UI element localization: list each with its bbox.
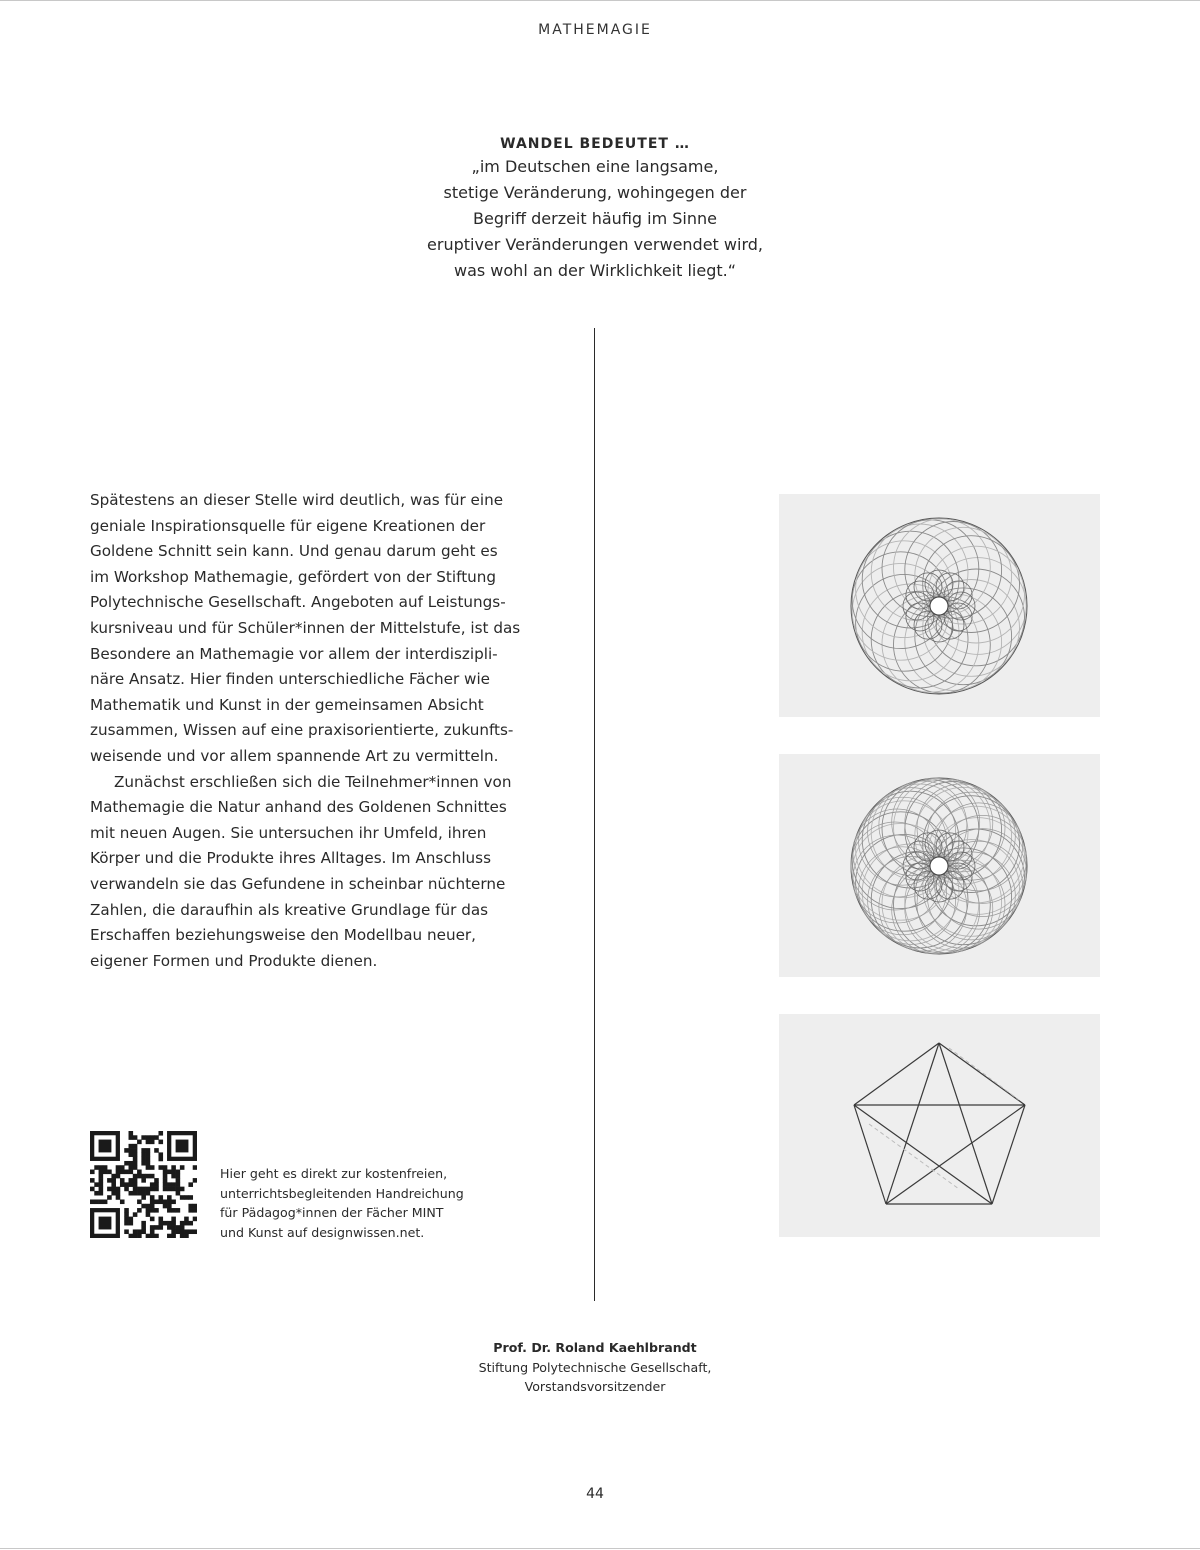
page-number: 44: [586, 1486, 604, 1502]
author-role: Vorstandsvorsitzender: [524, 1379, 666, 1394]
text-line: Goldene Schnitt sein kann. Und genau darum geht es: [90, 542, 498, 561]
quote-line: was wohl an der Wirklichkeit liegt.“: [453, 261, 737, 280]
article-paragraph-1: [90, 488, 520, 770]
text-line: mit neuen Augen. Sie untersuchen ihr Umfeld, ihren: [90, 823, 487, 842]
text-line: Besondere an Mathemagie vor allem der interdiszipli-: [90, 644, 498, 663]
pentagram-edge: [886, 1105, 1025, 1204]
text-line: Zahlen, die daraufhin als kreative Grundlage für das: [90, 900, 489, 919]
signature-block: [395, 1338, 795, 1397]
text-line: eigener Formen und Produkte dienen.: [90, 951, 378, 970]
text-line: verwandeln sie das Gefundene in scheinbar nüchterne: [90, 874, 506, 893]
text-line: Mathemagie die Natur anhand des Goldenen Schnittes: [90, 798, 507, 817]
text-line: Spätestens an dieser Stelle wird deutlich, was für eine: [90, 491, 504, 509]
pull-quote: [395, 134, 795, 284]
quote-line: stetige Veränderung, wohingegen der: [443, 183, 747, 202]
pentagon-edge: [854, 1105, 886, 1204]
text-line: Körper und die Produkte ihres Alltages. Im Anschluss: [90, 849, 491, 868]
text-line: geniale Inspirationsquelle für eigene Kreationen der: [90, 516, 486, 535]
qr-caption: [220, 1164, 540, 1242]
caption-line: unterrichtsbegleitenden Handreichung: [220, 1185, 464, 1201]
article-body: [90, 488, 520, 974]
text-line: kursniveau und für Schüler*innen der Mittelstufe, ist das: [90, 618, 521, 637]
pull-quote-text: [395, 154, 795, 284]
quote-line: eruptiver Veränderungen verwendet wird,: [427, 235, 763, 254]
quote-line: Begriff derzeit häufig im Sinne: [473, 209, 717, 228]
column-divider: [594, 328, 595, 1301]
pentagram-pentagon-icon: [779, 1014, 1100, 1237]
pentagon-edge: [854, 1043, 939, 1105]
text-line: Zunächst erschließen sich die Teilnehmer*innen von: [114, 772, 512, 791]
article-paragraph-2: [90, 770, 520, 975]
text-line: näre Ansatz. Hier finden unterschiedliche Fächer wie: [90, 670, 491, 689]
quote-line: „im Deutschen eine langsame,: [471, 157, 719, 176]
bottom-border-rule: [0, 1548, 1200, 1549]
qr-code-icon[interactable]: [90, 1131, 197, 1238]
golden-spiral-rosette-icon: [779, 494, 1100, 717]
text-line: zusammen, Wissen auf eine praxisorientierte, zukunfts-: [90, 721, 514, 740]
text-line: Polytechnische Gesellschaft. Angeboten auf Leistungs-: [90, 593, 506, 612]
caption-line: für Pädagog*innen der Fächer MINT: [220, 1205, 444, 1220]
pentagon-edge: [939, 1043, 1025, 1105]
crossed-spiral-rosette-icon: [779, 754, 1100, 977]
pentagram-edge: [854, 1105, 992, 1204]
author-affiliation: Stiftung Polytechnische Gesellschaft,: [478, 1359, 712, 1375]
text-line: im Workshop Mathemagie, gefördert von der Stiftung: [90, 567, 497, 586]
running-head: MATHEMAGIE: [538, 22, 652, 38]
text-line: weisende und vor allem spannende Art zu vermitteln.: [90, 746, 499, 765]
pentagon-edge: [992, 1105, 1025, 1204]
pentagram-edge: [886, 1043, 939, 1204]
text-line: Mathematik und Kunst in der gemeinsamen Absicht: [90, 695, 484, 714]
caption-line: Hier geht es direkt zur kostenfreien,: [220, 1166, 448, 1181]
caption-line: und Kunst auf designwissen.net.: [220, 1224, 425, 1240]
text-line: Erschaffen beziehungsweise den Modellbau neuer,: [90, 926, 476, 945]
top-border-rule: [0, 0, 1200, 1]
author-name: Prof. Dr. Roland Kaehlbrandt: [493, 1340, 697, 1355]
pentagram-edge: [939, 1043, 992, 1204]
pull-quote-heading: WANDEL BEDEUTET …: [500, 136, 690, 152]
